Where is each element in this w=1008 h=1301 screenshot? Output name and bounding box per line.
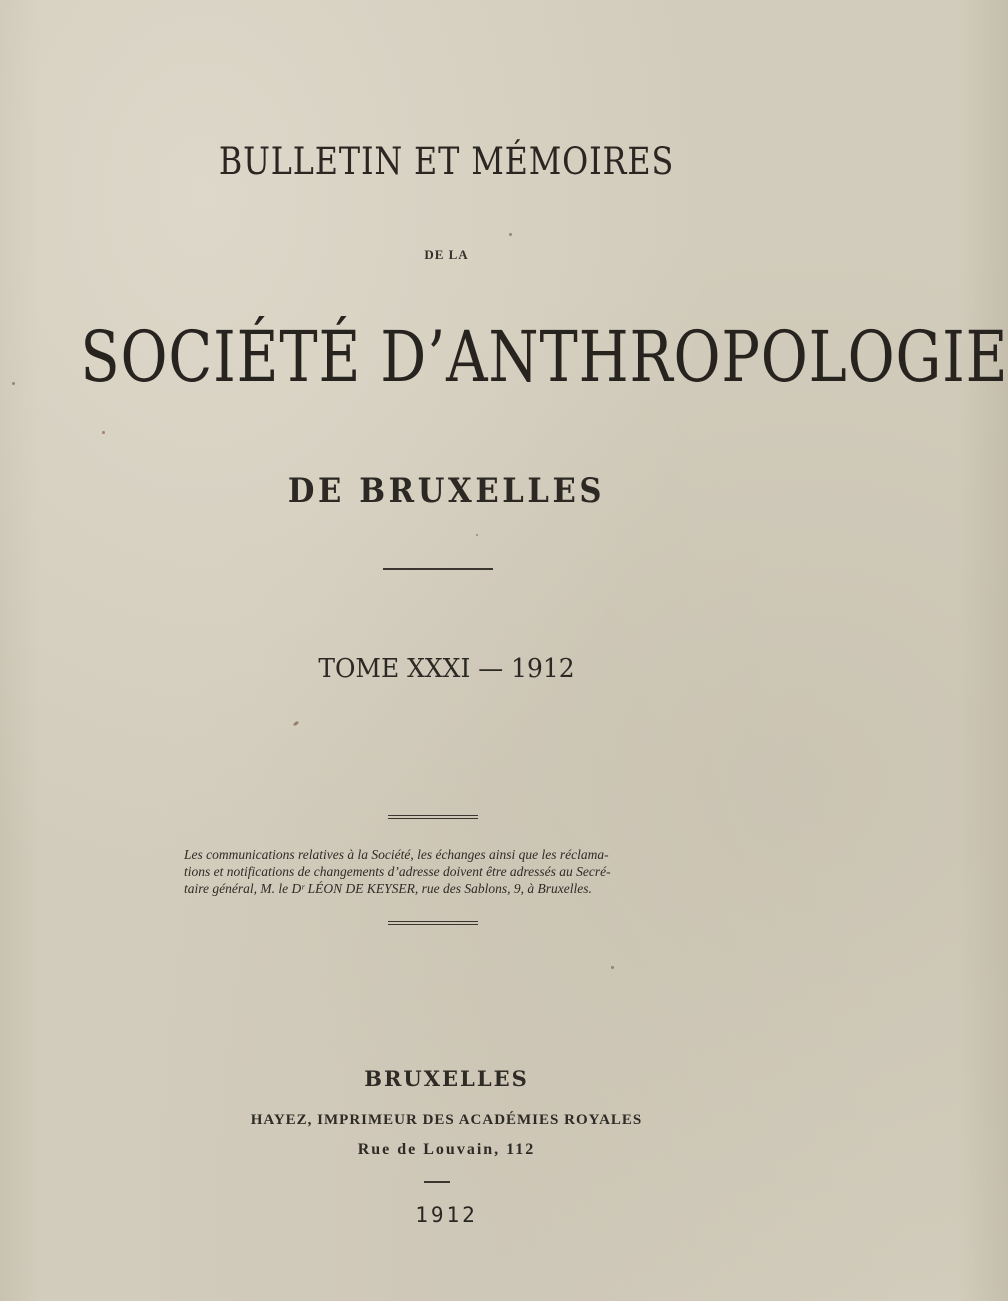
cover-title-bulletin: BULLETIN ET MÉMOIRES (218, 140, 675, 183)
double-rule-above-notice-1 (388, 815, 478, 816)
cover-society-name: SOCIÉTÉ D’ANTHROPOLOGIE (80, 316, 1008, 398)
imprint-city: BRUXELLES (364, 1066, 529, 1091)
paper-speck (12, 382, 15, 385)
paper-speck (293, 721, 300, 727)
notice-line: tions et notifications de changements d’adresse doivent être adressés au Secré- (184, 864, 611, 879)
paper-speck (509, 233, 512, 236)
cover-city: DE BRUXELLES (287, 471, 606, 511)
paper-speck (102, 431, 105, 434)
imprint-year: 1912 (415, 1203, 478, 1227)
imprint-street: Rue de Louvain, 112 (357, 1141, 536, 1158)
cover-connector-de-la: DE LA (424, 247, 469, 262)
double-rule-below-notice-1 (388, 921, 478, 922)
notice-line: taire général, M. le Dʳ LÉON DE KEYSER, rue des Sablons, 9, à Bruxelles. (184, 881, 592, 896)
cover-volume-tome: TOME XXXI — 1912 (318, 654, 575, 684)
double-rule-below-notice-2 (388, 924, 478, 925)
correspondence-notice (184, 846, 704, 897)
notice-line: Les communications relatives à la Société, les échanges ainsi que les réclama- (184, 847, 609, 862)
double-rule-above-notice-2 (388, 818, 478, 819)
separator-rule-top (383, 568, 493, 570)
paper-speck (611, 966, 614, 969)
paper-speck (476, 534, 478, 536)
imprint-printer: HAYEZ, IMPRIMEUR DES ACADÉMIES ROYALES (250, 1112, 643, 1128)
separator-rule-bottom (424, 1181, 450, 1183)
